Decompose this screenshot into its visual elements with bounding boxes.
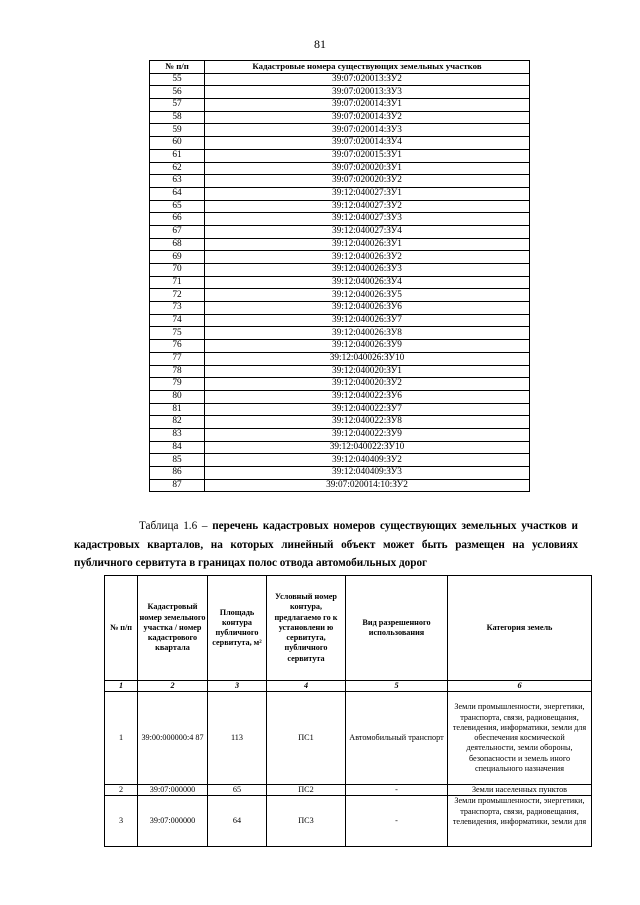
cadastral-number: 39:07:020014:10:ЗУ2 <box>205 479 530 492</box>
table-row <box>150 124 530 137</box>
column-header-cadastral: Кадастровый номер земельного участка / номер кадастрового квартала <box>138 576 208 681</box>
row-number: 86 <box>150 467 205 480</box>
row-number: 59 <box>150 124 205 137</box>
cadastral-number: 39:07:020015:ЗУ1 <box>205 149 530 162</box>
cadastral-number: 39:12:040026:ЗУ8 <box>205 327 530 340</box>
row-number: 72 <box>150 289 205 302</box>
cadastral-number: 39:12:040027:ЗУ1 <box>205 187 530 200</box>
cadastral-number: 39:07:000000 <box>138 796 208 847</box>
cadastral-number: 39:07:020013:ЗУ2 <box>205 73 530 86</box>
table-row <box>150 479 530 492</box>
table-row <box>150 428 530 441</box>
cadastral-number: 39:07:020014:ЗУ1 <box>205 99 530 112</box>
cadastral-number: 39:12:040026:ЗУ1 <box>205 238 530 251</box>
table-row <box>150 289 530 302</box>
cadastral-numbers-table <box>149 60 530 492</box>
cadastral-number: 39:07:020013:ЗУ3 <box>205 86 530 99</box>
column-header-area: Площадь контура публичного сервитута, м² <box>208 576 267 681</box>
row-number: 67 <box>150 225 205 238</box>
cadastral-number: 39:12:040026:ЗУ2 <box>205 251 530 264</box>
table-row <box>150 302 530 315</box>
row-number: 60 <box>150 137 205 150</box>
column-number: 2 <box>138 681 208 692</box>
table-row <box>150 390 530 403</box>
contour-number: ПС3 <box>267 796 346 847</box>
column-header-cadastral: Кадастровые номера существующих земельных участков <box>205 61 530 74</box>
row-number: 76 <box>150 340 205 353</box>
table-row <box>150 327 530 340</box>
row-number: 85 <box>150 454 205 467</box>
column-number: 5 <box>346 681 448 692</box>
row-number: 79 <box>150 378 205 391</box>
cadastral-number: 39:12:040409:ЗУ3 <box>205 467 530 480</box>
table-header-row <box>105 576 592 681</box>
cadastral-number: 39:12:040027:ЗУ4 <box>205 225 530 238</box>
table-row <box>150 111 530 124</box>
table-row <box>150 200 530 213</box>
cadastral-number: 39:12:040027:ЗУ3 <box>205 213 530 226</box>
column-number-row <box>105 681 592 692</box>
cadastral-number: 39:07:020014:ЗУ2 <box>205 111 530 124</box>
table-row <box>150 162 530 175</box>
row-number: 71 <box>150 276 205 289</box>
row-number: 58 <box>150 111 205 124</box>
easement-area: 65 <box>208 785 267 796</box>
row-number: 55 <box>150 73 205 86</box>
column-header-permitted-use: Вид разрешенного использования <box>346 576 448 681</box>
column-header-number: № п/п <box>105 576 138 681</box>
table-row <box>105 692 592 785</box>
public-easement-table <box>104 575 592 847</box>
row-number: 62 <box>150 162 205 175</box>
row-number: 2 <box>105 785 138 796</box>
cadastral-number: 39:07:000000 <box>138 785 208 796</box>
row-number: 77 <box>150 352 205 365</box>
table-row <box>150 264 530 277</box>
cadastral-number: 39:07:020014:ЗУ4 <box>205 137 530 150</box>
table-row <box>150 352 530 365</box>
column-number: 3 <box>208 681 267 692</box>
row-number: 83 <box>150 428 205 441</box>
row-number: 68 <box>150 238 205 251</box>
table-row <box>150 251 530 264</box>
column-number: 6 <box>448 681 592 692</box>
cadastral-number: 39:12:040022:ЗУ6 <box>205 390 530 403</box>
table-row <box>150 403 530 416</box>
row-number: 78 <box>150 365 205 378</box>
cadastral-number: 39:12:040022:ЗУ8 <box>205 416 530 429</box>
row-number: 56 <box>150 86 205 99</box>
cadastral-number: 39:07:020020:ЗУ1 <box>205 162 530 175</box>
table-row <box>150 441 530 454</box>
table-row <box>105 796 592 847</box>
cadastral-number: 39:12:040026:ЗУ10 <box>205 352 530 365</box>
table-row <box>150 276 530 289</box>
table-row <box>105 785 592 796</box>
row-number: 1 <box>105 692 138 785</box>
land-category: Земли промышленности, энергетики, транспорта, связи, радиовещания, телевидения, информатики, земли для обеспечения космической деятельности, земли обороны, безопасности и земель иного специального назначения <box>448 692 592 785</box>
table-row <box>150 137 530 150</box>
land-category: Земли промышленности, энергетики, транспорта, связи, радиовещания, телевидения, информатики, земли для <box>448 796 592 847</box>
column-header-number: № п/п <box>150 61 205 74</box>
table-row <box>150 73 530 86</box>
cadastral-number: 39:12:040026:ЗУ5 <box>205 289 530 302</box>
column-header-land-category: Категория земель <box>448 576 592 681</box>
table-row <box>150 467 530 480</box>
table-row <box>150 86 530 99</box>
row-number: 73 <box>150 302 205 315</box>
table-row <box>150 99 530 112</box>
column-number: 4 <box>267 681 346 692</box>
row-number: 66 <box>150 213 205 226</box>
cadastral-number: 39:12:040027:ЗУ2 <box>205 200 530 213</box>
table-row <box>150 378 530 391</box>
row-number: 74 <box>150 314 205 327</box>
table-body <box>150 73 530 492</box>
row-number: 64 <box>150 187 205 200</box>
cadastral-number: 39:00:000000:4 87 <box>138 692 208 785</box>
land-category: Земли населенных пунктов <box>448 785 592 796</box>
table-row <box>150 365 530 378</box>
row-number: 80 <box>150 390 205 403</box>
row-number: 63 <box>150 175 205 188</box>
row-number: 65 <box>150 200 205 213</box>
row-number: 70 <box>150 264 205 277</box>
row-number: 3 <box>105 796 138 847</box>
row-number: 87 <box>150 479 205 492</box>
page-number: 81 <box>314 37 326 51</box>
permitted-use: Автомобильный транспорт <box>346 692 448 785</box>
cadastral-number: 39:07:020014:ЗУ3 <box>205 124 530 137</box>
cadastral-number: 39:12:040026:ЗУ4 <box>205 276 530 289</box>
cadastral-number: 39:12:040409:ЗУ2 <box>205 454 530 467</box>
cadastral-number: 39:12:040022:ЗУ7 <box>205 403 530 416</box>
cadastral-number: 39:12:040026:ЗУ3 <box>205 264 530 277</box>
row-number: 82 <box>150 416 205 429</box>
table-row <box>150 225 530 238</box>
row-number: 84 <box>150 441 205 454</box>
caption-label: Таблица 1.6 – <box>139 520 213 532</box>
cadastral-number: 39:12:040020:ЗУ2 <box>205 378 530 391</box>
table-row <box>150 238 530 251</box>
column-number: 1 <box>105 681 138 692</box>
table-caption <box>74 517 578 573</box>
permitted-use: - <box>346 785 448 796</box>
easement-area: 64 <box>208 796 267 847</box>
row-number: 61 <box>150 149 205 162</box>
row-number: 81 <box>150 403 205 416</box>
column-header-contour: Условный номер контура, предлагаемо го к установлени ю сервитута, публичного сервитута <box>267 576 346 681</box>
cadastral-number: 39:12:040022:ЗУ10 <box>205 441 530 454</box>
easement-area: 113 <box>208 692 267 785</box>
cadastral-number: 39:07:020020:ЗУ2 <box>205 175 530 188</box>
row-number: 69 <box>150 251 205 264</box>
row-number: 57 <box>150 99 205 112</box>
table-row <box>150 416 530 429</box>
caption-text: перечень кадастровых номеров существующих земельных участков и кадастровых кварталов, на которых линейный объект может быть размещен на условиях публичного сервитута в границах полос отвода автомобильных дорог <box>74 520 578 570</box>
table-row <box>150 149 530 162</box>
table-header-row <box>150 61 530 74</box>
contour-number: ПС2 <box>267 785 346 796</box>
table-row <box>150 454 530 467</box>
permitted-use: - <box>346 796 448 847</box>
contour-number: ПС1 <box>267 692 346 785</box>
table-row <box>150 187 530 200</box>
table-row <box>150 314 530 327</box>
table-row <box>150 213 530 226</box>
cadastral-number: 39:12:040026:ЗУ6 <box>205 302 530 315</box>
row-number: 75 <box>150 327 205 340</box>
cadastral-number: 39:12:040026:ЗУ7 <box>205 314 530 327</box>
cadastral-number: 39:12:040022:ЗУ9 <box>205 428 530 441</box>
cadastral-number: 39:12:040026:ЗУ9 <box>205 340 530 353</box>
table-row <box>150 340 530 353</box>
table-row <box>150 175 530 188</box>
cadastral-number: 39:12:040020:ЗУ1 <box>205 365 530 378</box>
